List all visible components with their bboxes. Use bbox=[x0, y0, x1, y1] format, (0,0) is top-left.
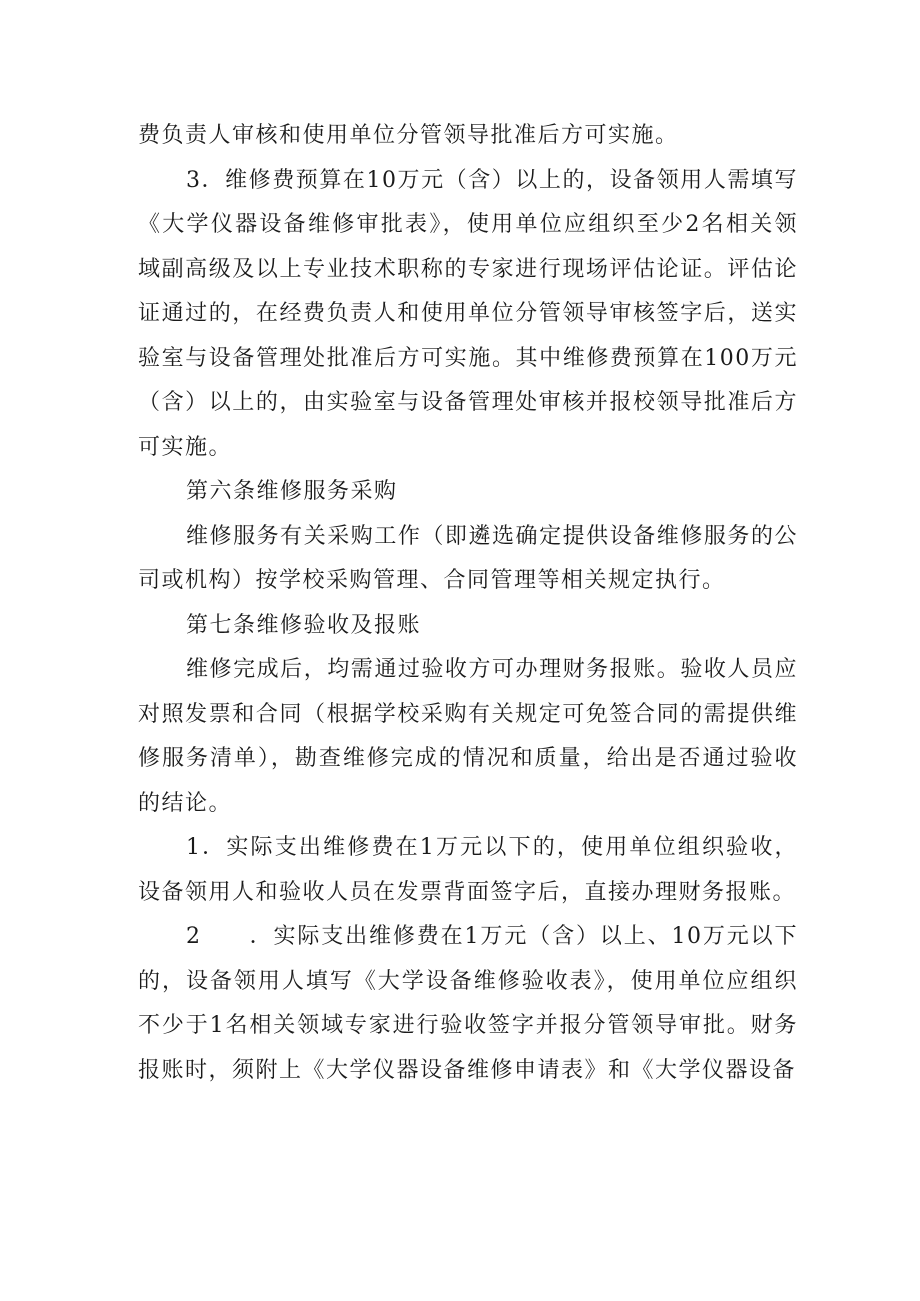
article-7-heading: 第七条维修验收及报账 bbox=[186, 612, 422, 638]
article-6-heading: 第六条维修服务采购 bbox=[186, 479, 398, 504]
paragraph-item-3: 3．维修费预算在10万元（含）以上的，设备领用人需填写《大学仪器设备维修审批表》，使用单位应组织至少2名相关领域副高级及以上专业技术职称的专家进行现场评估论证。评估论证通过的，在经费负责人和使用单位分管领导审核签字后，送实验室与设备管理处批准后方可实施。其中维修费预算在100万元（含）以上的，由实验室与设备管理处审核并报校领导批准后方可实施。 bbox=[138, 167, 798, 460]
document-body bbox=[138, 114, 798, 1093]
paragraph-continuation: 费负责人审核和使用单位分管领导批准后方可实施。 bbox=[138, 123, 679, 148]
paragraph-item-1: 1．实际支出维修费在1万元以下的，使用单位组织验收，设备领用人和验收人员在发票背面签字后，直接办理财务报账。 bbox=[138, 835, 798, 905]
paragraph-item-2: 2 ．实际支出维修费在1万元（含）以上、10万元以下的，设备领用人填写《大学设备维修验收表》，使用单位应组织不少于1名相关领域专家进行验收签字并报分管领导审批。财务报账时，须附上《大学仪器设备维修申请表》和《大学仪器设备 bbox=[138, 924, 798, 1083]
paragraph-procurement: 维修服务有关采购工作（即遴选确定提供设备维修服务的公司或机构）按学校采购管理、合同管理等相关规定执行。 bbox=[138, 523, 798, 593]
paragraph-acceptance: 维修完成后，均需通过验收方可办理财务报账。验收人员应对照发票和合同（根据学校采购有关规定可免签合同的需提供维修服务清单），勘查维修完成的情况和质量，给出是否通过验收的结论。 bbox=[138, 657, 798, 816]
